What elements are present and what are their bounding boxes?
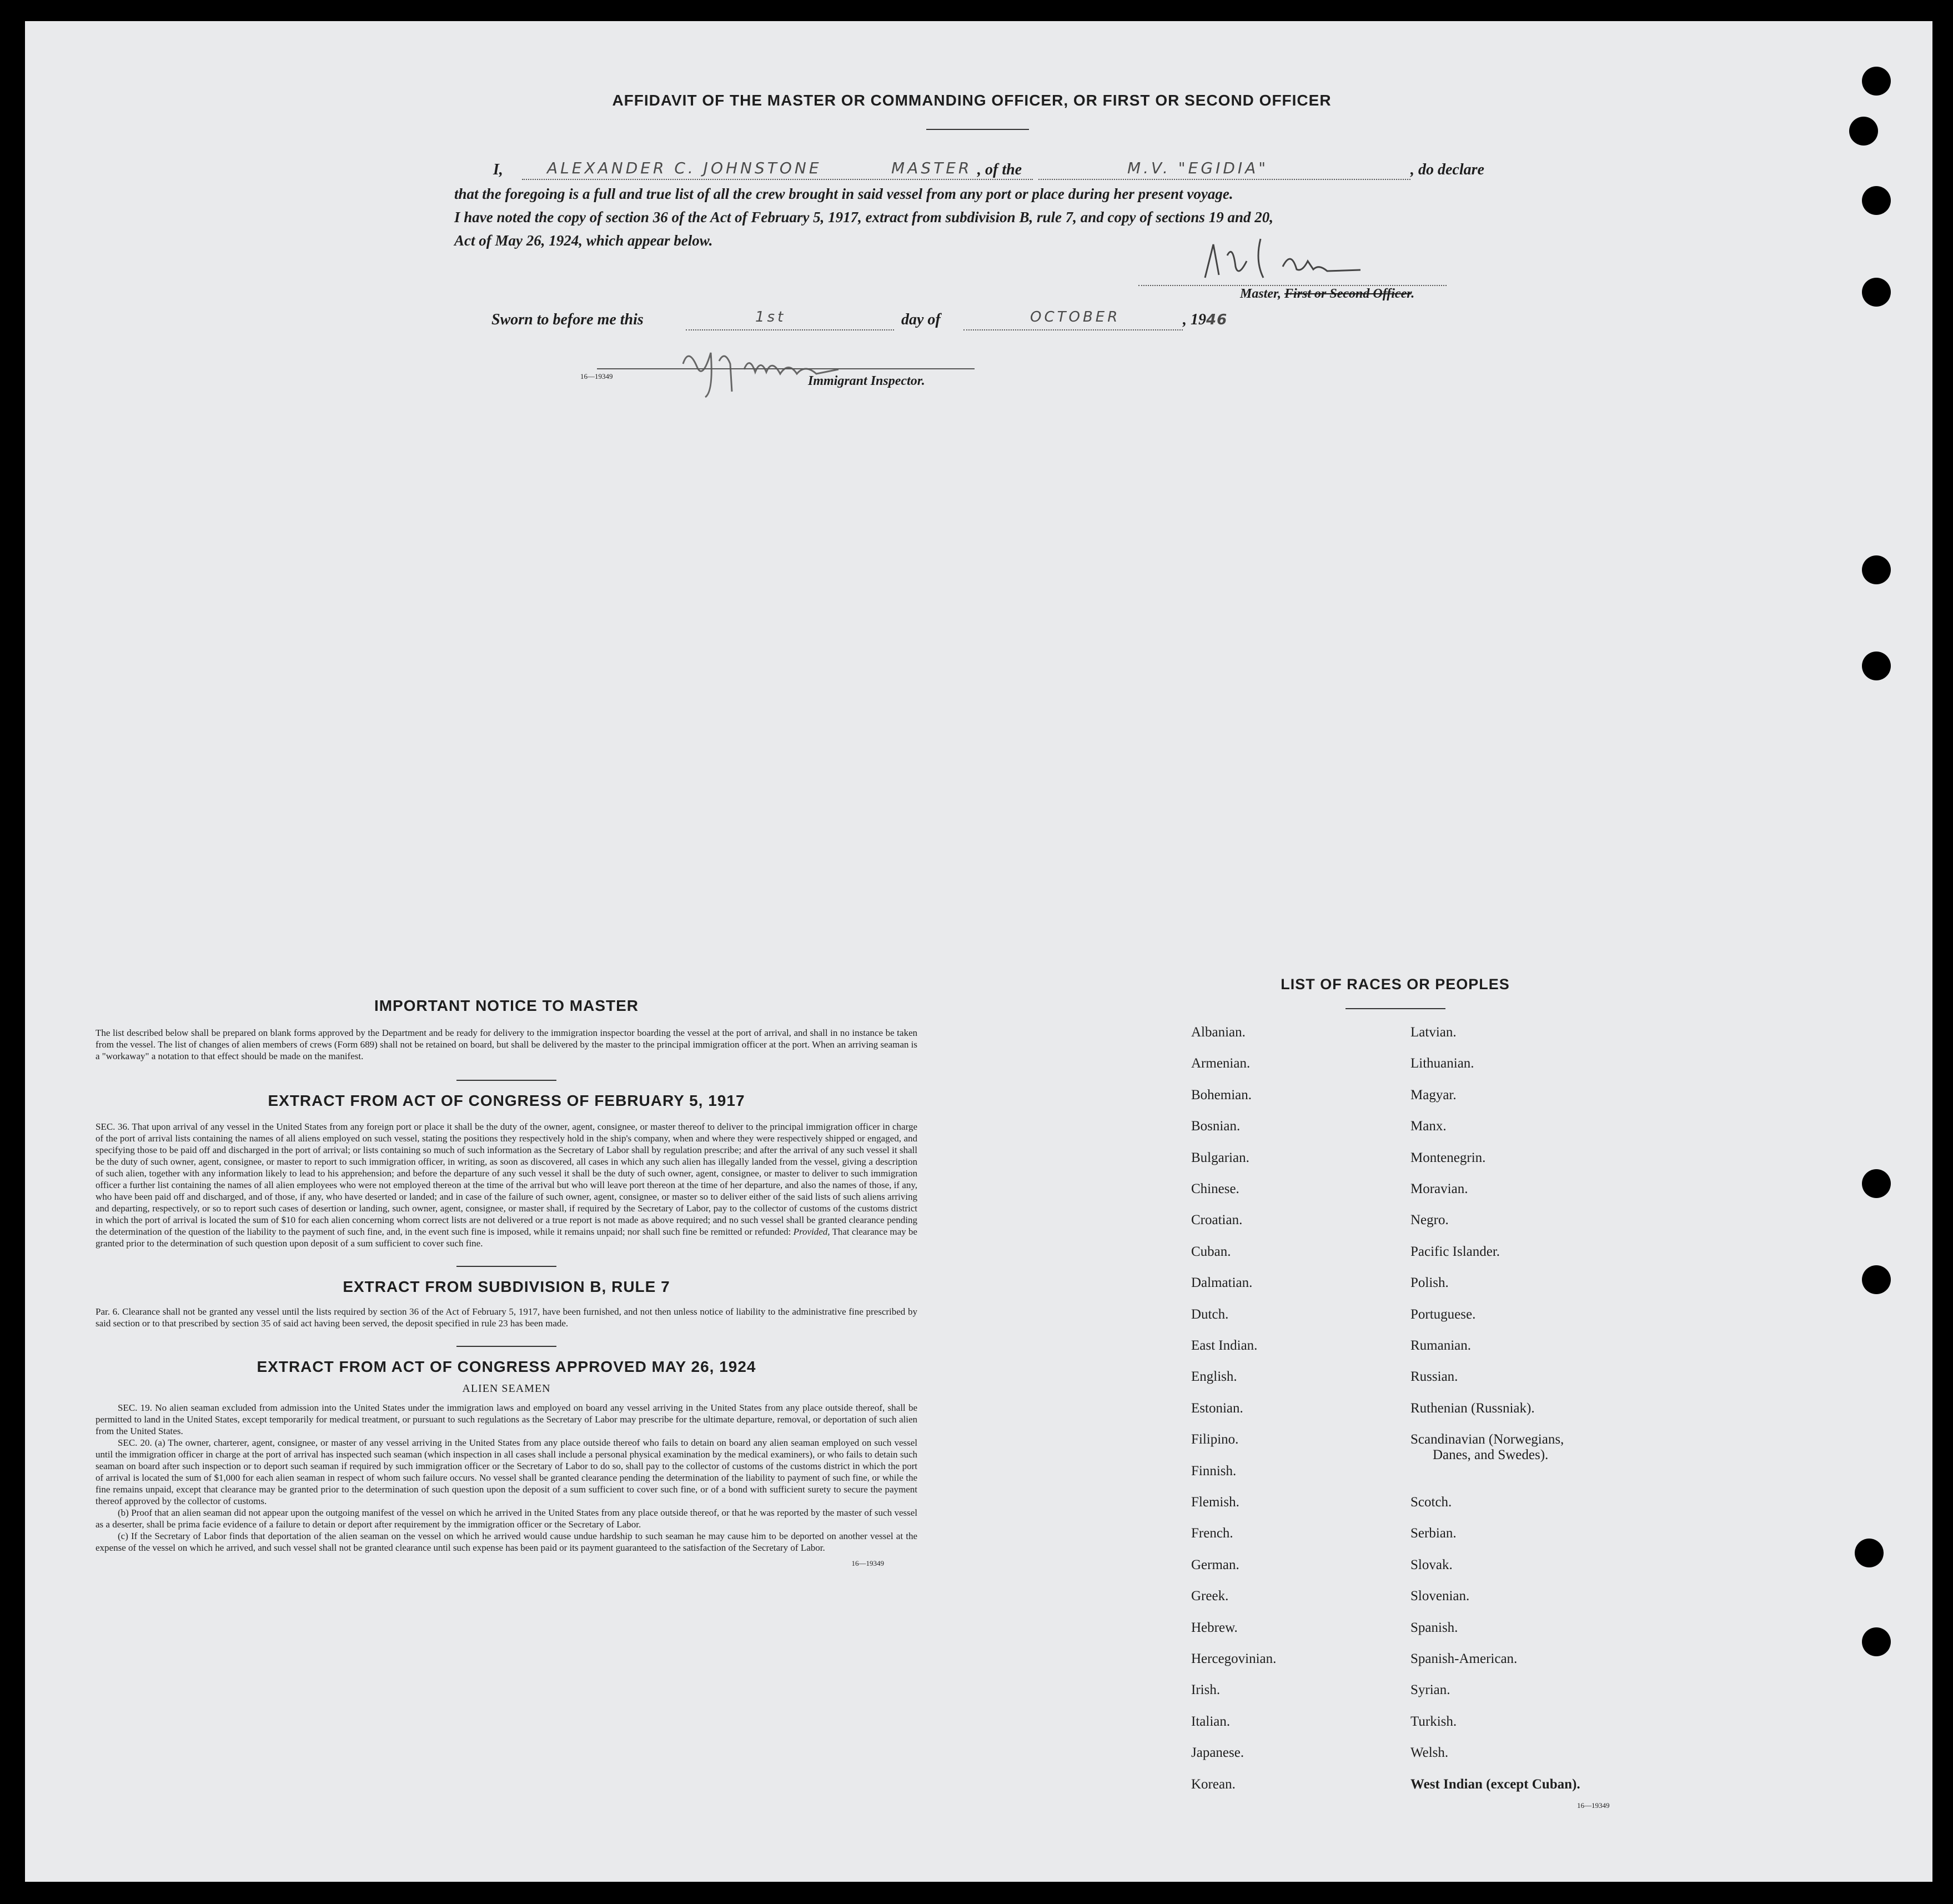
race-item: Bulgarian. (1191, 1150, 1249, 1165)
extract-1917-rule (456, 1266, 556, 1267)
master-signature-line (1138, 285, 1447, 286)
race-item: Chinese. (1191, 1181, 1239, 1196)
sec-20c-body: (c) If the Secretary of Labor finds that deportation of the alien seaman on the vessel on which he arrived would cause undue hardship to such seaman he may cause him to be deported on another vessel at the expense of the vessel on which he arrived, and such vessel shall not be granted clearance until such expense has been paid or its payment guaranteed to the satisfaction of the Secretary of Labor. (96, 1531, 917, 1553)
extract-1917-provided: Provided, (793, 1226, 830, 1237)
inspector-form-number: 16—19349 (580, 372, 613, 380)
races-title: LIST OF RACES OR PEOPLES (1281, 976, 1510, 993)
sworn-month-field: OCTOBER (1030, 309, 1121, 325)
race-item: Dalmatian. (1191, 1275, 1253, 1291)
race-item: Montenegrin. (1410, 1150, 1486, 1165)
race-item: Slovenian. (1410, 1589, 1470, 1604)
race-item: Flemish. (1191, 1495, 1239, 1510)
race-item: Negro. (1410, 1212, 1449, 1228)
race-item: Japanese. (1191, 1745, 1244, 1761)
title-rule (926, 129, 1029, 130)
race-item: Manx. (1410, 1119, 1447, 1134)
affidavit-line-3: I have noted the copy of section 36 of the Act of February 5, 1917, extract from subdivision B, rule 7, and copy of sections 19 and 20, (454, 209, 1273, 226)
race-item: Ruthenian (Russniak). (1410, 1400, 1535, 1416)
sworn-year (1183, 311, 1227, 329)
punch-hole (1862, 1265, 1891, 1294)
race-item: English. (1191, 1369, 1237, 1385)
race-item: East Indian. (1191, 1338, 1258, 1353)
punch-hole (1855, 1539, 1884, 1567)
race-item: Hebrew. (1191, 1620, 1238, 1635)
race-item: Albanian. (1191, 1025, 1246, 1040)
signature-caption-master: Master, (1240, 287, 1285, 301)
rule7-title: EXTRACT FROM SUBDIVISION B, RULE 7 (343, 1278, 670, 1295)
race-item: Estonian. (1191, 1400, 1243, 1416)
sec-20b-body: (b) Proof that an alien seaman did not appear upon the outgoing manifest of the vessel on which he arrived in the United States from any place outside thereof, or that he was reported by the master of such vessel as a deserter, shall be prima facie evidence of a failure to detain or deport after requirement by the immigration officer or the Secretary of Labor. (96, 1507, 917, 1530)
race-item: Scotch. (1410, 1495, 1452, 1510)
punch-hole (1862, 278, 1891, 307)
extract-1917-title: EXTRACT FROM ACT OF CONGRESS OF FEBRUARY 5, 1917 (268, 1092, 745, 1109)
master-name-line (522, 179, 1033, 180)
punch-hole (1862, 186, 1891, 215)
race-item: West Indian (except Cuban). (1410, 1776, 1580, 1792)
sec-19-body: SEC. 19. No alien seaman excluded from admission into the United States under the immigration laws and employed on board any vessel arriving in the United States from any place outside thereof, shall be permitted to land in the United States, except temporarily for medical treatment, or pursuant to such regulations as the Secretary of Labor may prescribe for the ultimate departure, removal, or deportation of such alien from the United States. (96, 1402, 917, 1436)
races-rule (1345, 1008, 1445, 1009)
signature-caption-struck: First or Second Officer (1284, 287, 1412, 301)
race-item: Greek. (1191, 1589, 1229, 1604)
race-item: Armenian. (1191, 1056, 1251, 1071)
inspector-signature (672, 330, 894, 403)
signature-caption (1240, 287, 1414, 302)
day-of-label: day of (901, 311, 941, 328)
sec-20a-body: SEC. 20. (a) The owner, charterer, agent, consignee, or master of any vessel arriving in the United States from any place outside thereof who fails to detain on board any alien seaman employed on such vessel until the immigration officer in charge at the port of arrival has inspected such seaman (which inspection in all cases shall include a personal physical examination by the medical examiners), or who fails to detain such seaman on board after such inspection or to deport such seaman if required by such immigration officer or the Secretary of Labor to do so, shall pay to the collector of customs of the customs district in which the port of arrival is located the sum of $1,000 for each alien seaman in respect of whom such failure occurs. No vessel shall be granted clearance pending the determination of the liability to payment of such fine, or while the fine remains unpaid, except that clearance may be granted prior to the determination of such question upon the deposit of a sum sufficient to cover such fine, or of a bond with sufficient surety to secure the payment thereof approved by the collector of customs. (96, 1437, 917, 1506)
punch-hole (1862, 652, 1891, 680)
affidavit-line-2: that the foregoing is a full and true list of all the crew brought in said vessel from any port or place during her present voyage. (454, 186, 1233, 202)
race-item-continuation: Danes, and Swedes). (1433, 1447, 1549, 1463)
affidavit-title: AFFIDAVIT OF THE MASTER OR COMMANDING OFFICER, OR FIRST OR SECOND OFFICER (612, 92, 1332, 109)
vessel-field: M.V. "EGIDIA" (1127, 159, 1269, 177)
punch-hole (1849, 117, 1878, 146)
race-item: Serbian. (1410, 1526, 1457, 1541)
sworn-label: Sworn to before me this (491, 311, 644, 328)
punch-hole (1862, 67, 1891, 96)
race-item: Moravian. (1410, 1181, 1468, 1196)
document-page (25, 21, 1932, 1882)
rule7-body: Par. 6. Clearance shall not be granted any vessel until the lists required by section 36 of the Act of February 5, 1917, have been furnished, and not then unless notice of liability to the administrative fine prescribed by said section or to that prescribed by section 35 of said act having been served, the deposit specified in rule 23 has been made. (96, 1306, 917, 1329)
race-item: Hercegovinian. (1191, 1651, 1277, 1666)
race-item: Korean. (1191, 1776, 1236, 1792)
race-item: Spanish-American. (1410, 1651, 1518, 1666)
sworn-month-line (963, 329, 1183, 330)
race-item: Slovak. (1410, 1557, 1453, 1572)
race-item: Filipino. (1191, 1432, 1239, 1447)
race-item: Rumanian. (1410, 1338, 1472, 1353)
race-item: Irish. (1191, 1682, 1221, 1698)
race-item: Finnish. (1191, 1463, 1237, 1479)
race-item: Polish. (1410, 1275, 1449, 1291)
rule7-rule (456, 1346, 556, 1347)
race-item: Russian. (1410, 1369, 1458, 1385)
race-item: Croatian. (1191, 1212, 1243, 1228)
affidavit-line-4: Act of May 26, 1924, which appear below. (454, 232, 713, 249)
race-item: Turkish. (1410, 1713, 1457, 1729)
race-item: Pacific Islander. (1410, 1244, 1500, 1259)
races-form-number: 16—19349 (1577, 1801, 1610, 1810)
year-suffix: 46 (1206, 312, 1228, 328)
inspector-signature-line (597, 368, 975, 369)
of-the-label: , of the (977, 161, 1022, 178)
race-item: Syrian. (1410, 1682, 1450, 1698)
race-item: Italian. (1191, 1713, 1231, 1729)
punch-hole (1862, 555, 1891, 584)
notice-body: The list described below shall be prepared on blank forms approved by the Department and be ready for delivery to the immigration inspector boarding the vessel at the port of arrival, and shall in no instance be taken from the vessel. The list of changes of alien members of crews (Form 689) shall not be retained on board, but shall be delivered by the master to the principal immigration officer at the port. When an arriving seaman is a "workaway" a notation to that effect should be made on the manifest. (96, 1028, 917, 1061)
notice-title: IMPORTANT NOTICE TO MASTER (374, 997, 639, 1014)
extract-1917-text-b: That clearance may be granted prior to the determination of such question upon deposit of a sum sufficient to cover such fine. (96, 1226, 917, 1249)
race-item: Portuguese. (1410, 1306, 1476, 1322)
race-item: Magyar. (1410, 1087, 1457, 1103)
inspector-caption: Immigrant Inspector. (808, 374, 925, 388)
extract-1924-form-number: 16—19349 (851, 1559, 884, 1567)
punch-hole (1862, 1169, 1891, 1198)
race-item: Dutch. (1191, 1306, 1229, 1322)
master-name-field: ALEXANDER C. JOHNSTONE (547, 159, 822, 177)
notices-column (96, 997, 917, 1568)
year-prefix: , 19 (1183, 311, 1206, 328)
race-item: Scandinavian (Norwegians, (1410, 1432, 1564, 1447)
master-signature (1194, 222, 1383, 289)
notice-rule (456, 1080, 556, 1081)
race-item: Welsh. (1410, 1745, 1449, 1761)
signature-caption-end: . (1411, 287, 1415, 301)
race-item: Bohemian. (1191, 1087, 1252, 1103)
race-item: Latvian. (1410, 1025, 1457, 1040)
affidavit-pronoun: I, (493, 161, 503, 178)
race-item: Cuban. (1191, 1244, 1231, 1259)
do-declare-label: , do declare (1410, 161, 1484, 178)
race-item: Lithuanian. (1410, 1056, 1474, 1071)
punch-hole (1862, 1627, 1891, 1656)
race-item: Bosnian. (1191, 1119, 1241, 1134)
race-item: French. (1191, 1526, 1233, 1541)
vessel-line (1038, 179, 1410, 180)
master-role-field: MASTER (891, 159, 972, 177)
extract-1917-body (96, 1121, 917, 1249)
race-item: German. (1191, 1557, 1239, 1572)
extract-1924-subtitle: ALIEN SEAMEN (462, 1382, 551, 1395)
sworn-day-field: 1st (755, 309, 786, 325)
extract-1917-text-a: SEC. 36. That upon arrival of any vessel in the United States from any foreign port or place it shall be the duty of the owner, agent, consignee, or master thereof to deliver to the principal immigration officer in charge of the port of arrival lists containing the names of all aliens employed on such vessel, stating the positions they respectively hold in the ship's company, when and where they were respectively shipped or engaged, and specifying those to be paid off and discharged in the port of arrival; or lists containing so much of such information as the Secretary of Labor shall by regulation prescribe; and after the arrival of any such vessel it shall be the duty of such owner, agent, consignee, or master to report to such immigration officer, in writing, as soon as discovered, all cases in which any such alien has illegally landed from the vessel, giving a description of such alien, together with any information likely to lead to his apprehension; and before the departure of any such vessel it shall be the duty of such owner, agent, consignee, or master to deliver to such immigration officer a further list containing the names of all alien employees who were not employed thereon at the time of the arrival but who will leave port thereon at the time of her departure, and also the names of those, if any, who have been paid off and discharged, and of those, if any, who have deserted or landed; and in case of the failure of such owner, agent, consignee, or master so to deliver either of the said lists of such aliens arriving and departing, respectively, or so to report such cases of desertion or landing, such owner, agent, consignee, or master shall, if required by the Secretary of Labor, pay to the collector of customs of the customs district in which the port of arrival is located the sum of $10 for each alien concerning whom correct lists are not delivered or a true report is not made as above required; and no such vessel shall be granted clearance pending the determination of the question of the liability to the payment of such fine, and, in the event such fine is imposed, while it remains unpaid; nor shall such fine be remitted or refunded: (96, 1121, 917, 1237)
extract-1924-title: EXTRACT FROM ACT OF CONGRESS APPROVED MAY 26, 1924 (257, 1358, 756, 1375)
race-item: Spanish. (1410, 1620, 1458, 1635)
